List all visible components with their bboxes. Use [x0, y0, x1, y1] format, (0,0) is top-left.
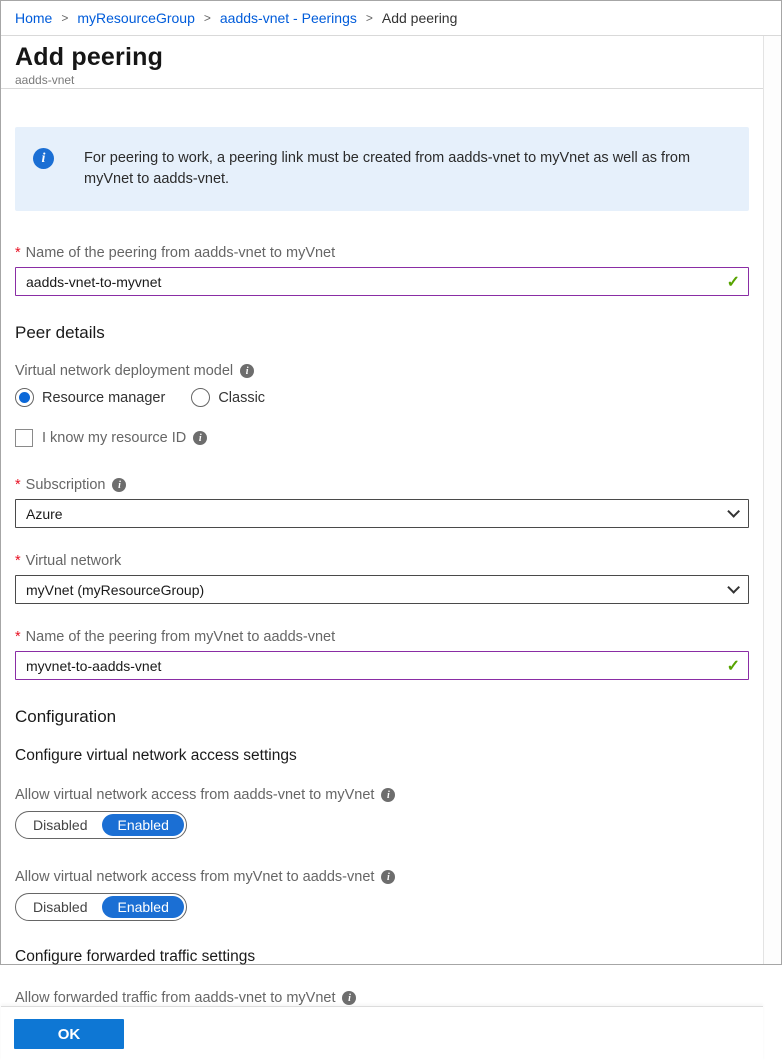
configuration-heading: Configuration — [15, 707, 117, 726]
info-icon[interactable]: i — [240, 364, 254, 378]
allow-access-2-label: Allow virtual network access from myVnet to aadds-vnet i — [15, 869, 749, 885]
allow-forwarded-1-label-clipped: Allow forwarded traffic from aadds-vnet to myVnet i — [15, 990, 749, 1006]
chevron-down-icon — [727, 505, 740, 518]
peering-name-1-label: * Name of the peering from aadds-vnet to myVnet — [15, 245, 336, 261]
breadcrumb-vnet-peerings[interactable]: aadds-vnet - Peerings — [219, 10, 357, 26]
toggle-enabled-option[interactable]: Enabled — [102, 896, 183, 918]
subscription-label: * Subscription i — [15, 477, 749, 493]
peering-name-2-label: * Name of the peering from myVnet to aadds-vnet — [15, 629, 336, 645]
scrollbar-track[interactable] — [763, 36, 781, 964]
radio-resource-manager[interactable]: Resource manager — [15, 388, 165, 407]
peer-details-heading: Peer details — [15, 323, 105, 342]
info-icon[interactable]: i — [193, 431, 207, 445]
page-header — [1, 36, 763, 89]
info-icon[interactable]: i — [381, 870, 395, 884]
breadcrumb — [1, 1, 781, 36]
peering-name-2-input[interactable] — [15, 651, 749, 680]
allow-access-2-toggle — [15, 893, 187, 921]
virtual-network-label: * Virtual network — [15, 553, 122, 569]
page-subtitle: aadds-vnet — [15, 73, 75, 87]
info-icon[interactable]: i — [381, 788, 395, 802]
subscription-select[interactable]: Azure — [15, 499, 749, 528]
required-marker: * — [15, 245, 21, 261]
allow-access-1-label: Allow virtual network access from aadds-vnet to myVnet i — [15, 787, 749, 803]
radio-classic[interactable]: Classic — [191, 388, 265, 407]
forwarded-traffic-heading: Configure forwarded traffic settings — [15, 948, 256, 965]
valid-checkmark-icon: ✓ — [726, 658, 740, 675]
required-marker: * — [15, 477, 21, 493]
form-area — [1, 89, 763, 1006]
breadcrumb-separator: > — [61, 11, 69, 25]
toggle-enabled-option[interactable]: Enabled — [102, 814, 183, 836]
footer-bar — [1, 1006, 763, 1061]
breadcrumb-home[interactable]: Home — [15, 10, 53, 26]
deployment-model-radio-group — [15, 388, 749, 407]
breadcrumb-separator: > — [365, 11, 373, 25]
info-banner — [15, 127, 749, 211]
peering-name-1-input[interactable] — [15, 267, 749, 296]
radio-selected-icon — [15, 388, 34, 407]
radio-unselected-icon — [191, 388, 210, 407]
chevron-down-icon — [727, 581, 740, 594]
deployment-model-label: Virtual network deployment model i — [15, 363, 749, 379]
required-marker: * — [15, 629, 21, 645]
breadcrumb-resource-group[interactable]: myResourceGroup — [77, 10, 195, 26]
resource-id-checkbox-row — [15, 429, 749, 447]
breadcrumb-current: Add peering — [381, 10, 458, 26]
valid-checkmark-icon: ✓ — [726, 274, 740, 291]
page-title: Add peering — [15, 43, 164, 71]
ok-button[interactable]: OK — [14, 1019, 124, 1049]
breadcrumb-separator: > — [203, 11, 211, 25]
toggle-disabled-option[interactable]: Disabled — [33, 899, 88, 915]
resource-id-checkbox-label: I know my resource ID i — [42, 430, 207, 446]
access-settings-heading: Configure virtual network access settings — [15, 747, 297, 764]
info-banner-text: For peering to work, a peering link must be created from aadds-vnet to myVnet as well as from myVnet to aadds-vnet. — [84, 150, 691, 187]
info-icon[interactable]: i — [342, 991, 356, 1005]
info-icon[interactable]: i — [112, 478, 126, 492]
resource-id-checkbox[interactable] — [15, 429, 33, 447]
allow-access-1-toggle — [15, 811, 187, 839]
toggle-disabled-option[interactable]: Disabled — [33, 817, 88, 833]
virtual-network-select[interactable]: myVnet (myResourceGroup) — [15, 575, 749, 604]
info-icon: i — [33, 148, 54, 169]
required-marker: * — [15, 553, 21, 569]
